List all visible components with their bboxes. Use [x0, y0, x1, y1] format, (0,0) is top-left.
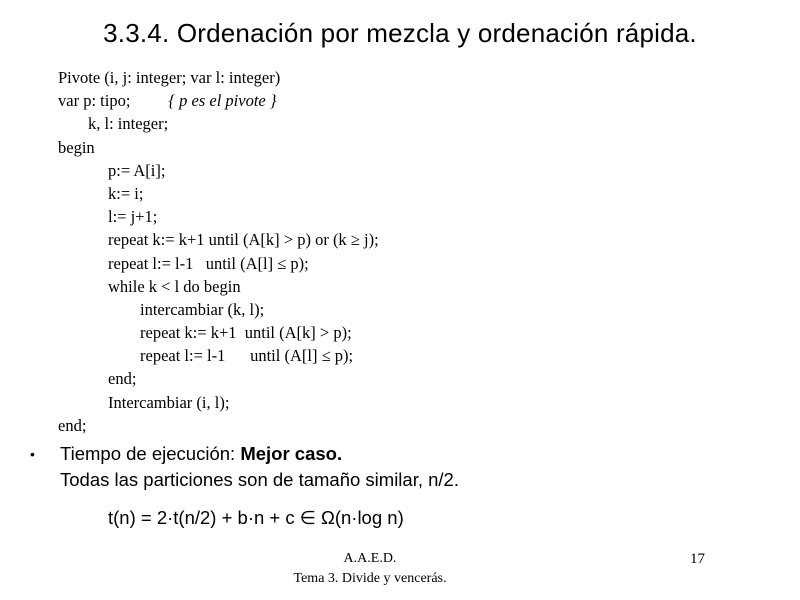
bullet-text: [60, 441, 459, 493]
code-line: repeat l:= l-1 until (A[l] ≤ p);: [140, 346, 354, 366]
code-line-vars: k, l: integer;: [88, 114, 169, 134]
code-line: k:= i;: [108, 183, 144, 203]
code-line-header: Pivote (i, j: integer; var l: integer): [58, 68, 281, 87]
code-line-var: [58, 89, 379, 112]
bullet-bold: Mejor caso.: [240, 443, 343, 464]
slide-title: 3.3.4. Ordenación por mezcla y ordenación rápida.: [103, 18, 697, 48]
code-line: repeat l:= l-1 until (A[l] ≤ p);: [108, 253, 309, 273]
bullet-line-1: [60, 441, 459, 467]
page-number: 17: [690, 551, 705, 567]
code-line: while k < l do begin: [108, 276, 241, 296]
code-line: l:= j+1;: [108, 207, 158, 227]
code-line-begin: begin: [58, 137, 95, 157]
code-line: p:= A[i];: [108, 160, 166, 180]
code-comment: { p es el pivote }: [168, 91, 277, 111]
formula: t(n) = 2·t(n/2) + b·n + c ∈ Ω(n·log n): [108, 507, 404, 528]
bullet-line-2: Todas las particiones son de tamaño similar, n/2.: [60, 469, 459, 490]
code-line: end;: [108, 369, 137, 389]
footer-course: A.A.E.D.: [343, 551, 397, 566]
code-block: [58, 66, 379, 437]
footer-topic: Tema 3. Divide y vencerás.: [293, 571, 447, 586]
code-line: intercambiar (k, l);: [140, 299, 265, 319]
code-line: Intercambiar (i, l);: [108, 392, 230, 412]
footer: [230, 549, 510, 589]
code-text: var p: tipo;: [58, 91, 131, 111]
code-line-end: end;: [58, 415, 87, 435]
code-line: repeat k:= k+1 until (A[k] > p);: [140, 323, 352, 343]
bullet-symbol: •: [30, 446, 35, 462]
bullet-prefix: Tiempo de ejecución:: [60, 443, 241, 464]
code-line: repeat k:= k+1 until (A[k] > p) or (k ≥ j);: [108, 230, 379, 250]
